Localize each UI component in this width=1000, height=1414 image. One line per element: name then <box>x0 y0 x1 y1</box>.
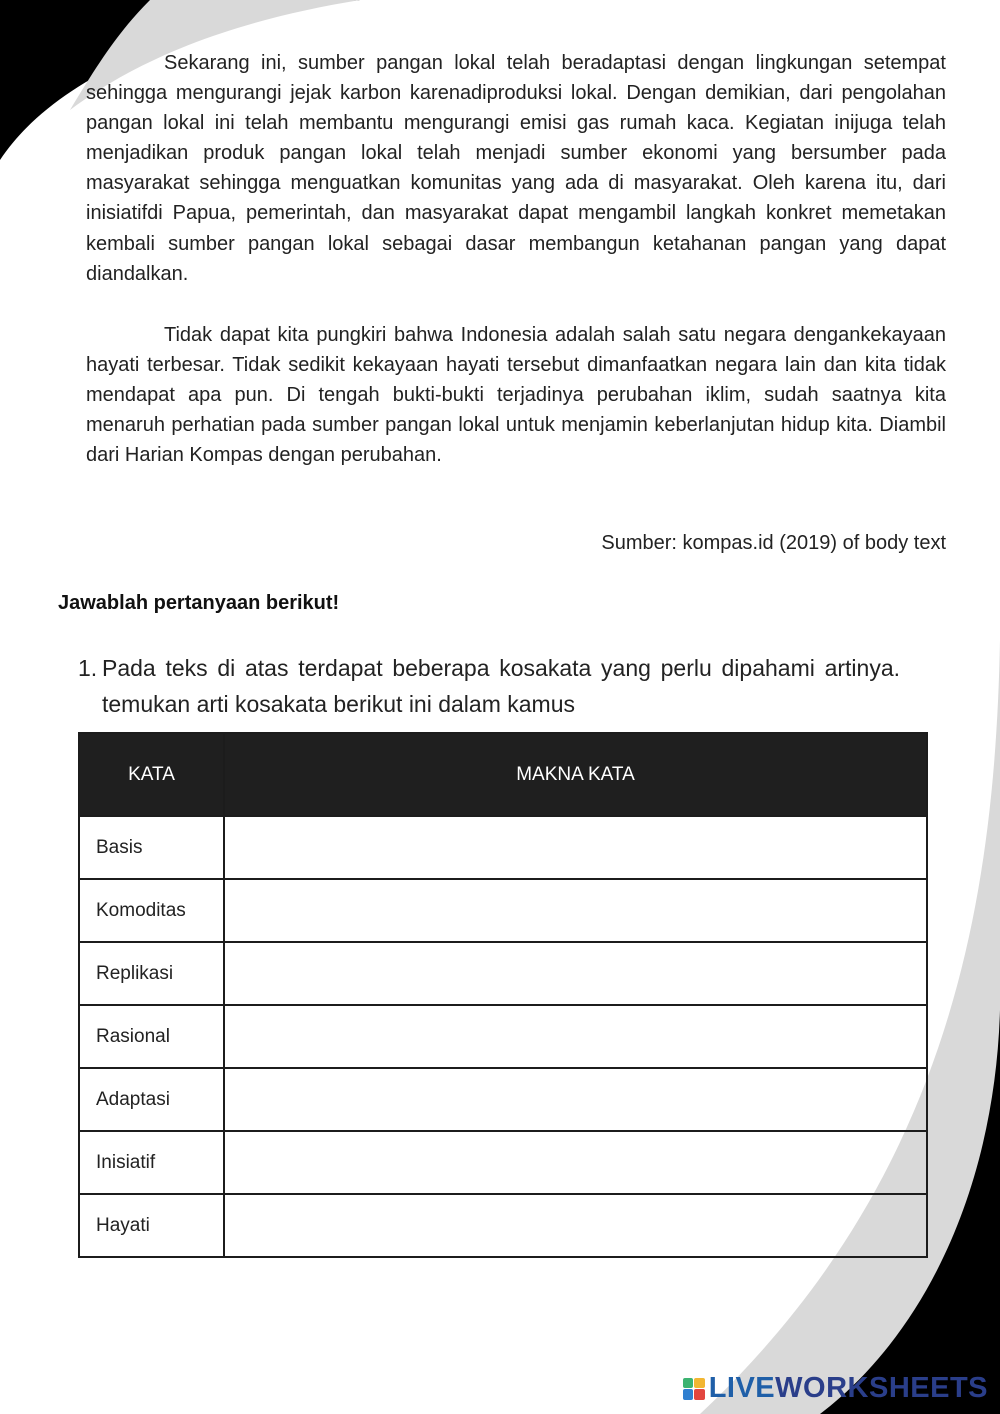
liveworksheets-logo[interactable] <box>683 1372 988 1405</box>
meaning-answer-cell[interactable] <box>224 1194 927 1257</box>
meaning-answer-cell[interactable] <box>224 816 927 879</box>
passage-paragraph-1: Sekarang ini, sumber pangan lokal telah beradaptasi dengan lingkungan setempat sehingga mengurangi jejak karbon karenadiproduksi lokal. Dengan demikian, dari pengolahan pangan lokal ini telah membantu mengurangi emisi gas rumah kaca. Kegiatan inijuga telah menjadikan produk pangan lokal telah menjadi sumber ekonomi yang bersumber pada masyarakat sehingga menguatkan komunitas yang ada di masyarakat. Oleh karena itu, dari inisiatifdi Papua, pemerintah, dan masyarakat dapat mengambil langkah konkret memetakan kembali sumber pangan lokal sebagai dasar membangun ketahanan pangan yang dapat diandalkan. <box>86 52 946 285</box>
question-number: 1. <box>78 655 98 681</box>
word-cell: Adaptasi <box>79 1068 224 1131</box>
header-makna-kata: MAKNA KATA <box>224 733 927 816</box>
meaning-answer-cell[interactable] <box>224 879 927 942</box>
table-row <box>79 816 927 879</box>
table-row <box>79 1131 927 1194</box>
question-1 <box>78 650 900 722</box>
table-row <box>79 1194 927 1257</box>
passage-paragraph-2: Tidak dapat kita pungkiri bahwa Indonesia adalah salah satu negara dengankekayaan hayati terbesar. Tidak sedikit kekayaan hayati tersebut dimanfaatkan negara lain dan kita tidak mendapat apa pun. Di tengah bukti-bukti terjadinya perubahan iklim, sudah saatnya kita menaruh perhatian pada sumber pangan lokal untuk menjamin keberlanjutan hidup kita. Diambil dari Harian Kompas dengan perubahan. <box>86 324 946 467</box>
table-header-row <box>79 733 927 816</box>
instruction-heading: Jawablah pertanyaan berikut! <box>58 592 340 614</box>
meaning-answer-cell[interactable] <box>224 942 927 1005</box>
meaning-answer-cell[interactable] <box>224 1068 927 1131</box>
question-text: Pada teks di atas terdapat beberapa kosakata yang perlu dipahami artinya. temukan arti kosakata berikut ini dalam kamus <box>102 655 900 717</box>
word-cell: Hayati <box>79 1194 224 1257</box>
vocabulary-table <box>78 732 928 1258</box>
liveworksheets-logo-icon <box>683 1378 705 1400</box>
word-cell: Komoditas <box>79 879 224 942</box>
table-row <box>79 1005 927 1068</box>
meaning-answer-cell[interactable] <box>224 1131 927 1194</box>
word-cell: Inisiatif <box>79 1131 224 1194</box>
source-citation: Sumber: kompas.id (2019) of body text <box>601 532 946 554</box>
meaning-answer-cell[interactable] <box>224 1005 927 1068</box>
table-row <box>79 942 927 1005</box>
word-cell: Replikasi <box>79 942 224 1005</box>
table-row <box>79 879 927 942</box>
header-kata: KATA <box>79 733 224 816</box>
liveworksheets-logo-text: LIVEWORKSHEETS <box>708 1372 988 1404</box>
table-row <box>79 1068 927 1131</box>
word-cell: Rasional <box>79 1005 224 1068</box>
word-cell: Basis <box>79 816 224 879</box>
